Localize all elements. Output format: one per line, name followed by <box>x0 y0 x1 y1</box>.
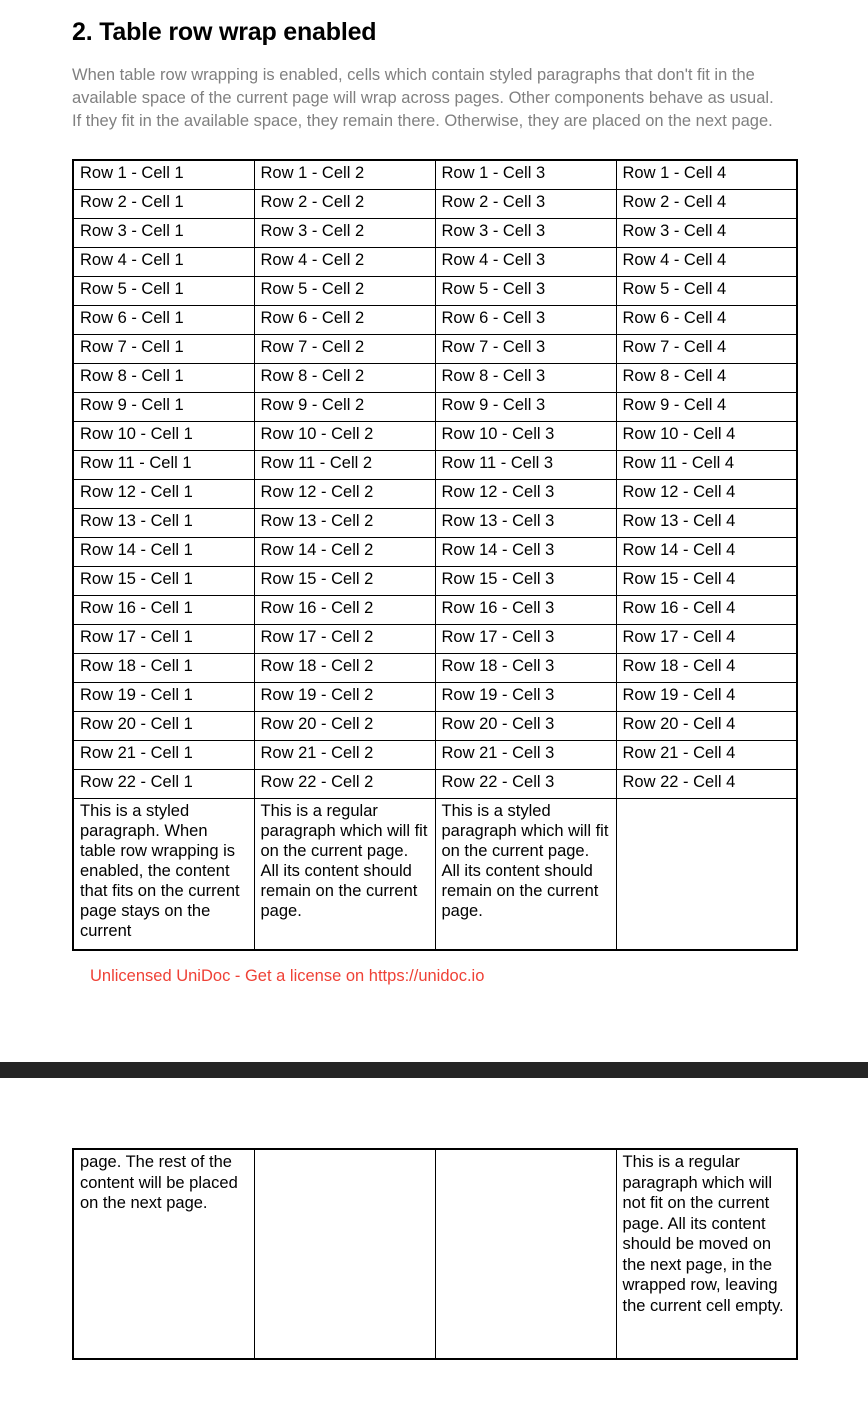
table-row <box>73 247 797 276</box>
table-cell: Row 13 - Cell 1 <box>73 508 254 537</box>
table-cell: Row 3 - Cell 4 <box>616 218 797 247</box>
styled-paragraph-cell: This is a styled paragraph which will fit on the current page. All its content should remain on the current page. <box>435 798 616 950</box>
styled-paragraph-cell-continued: page. The rest of the content will be placed on the next page. <box>73 1149 254 1359</box>
table-cell: Row 18 - Cell 3 <box>435 653 616 682</box>
regular-paragraph-cell-moved: This is a regular paragraph which will not fit on the current page. All its content should be moved on the next page, in the wrapped row, leaving the current cell empty. <box>616 1149 797 1359</box>
table-cell: Row 10 - Cell 2 <box>254 421 435 450</box>
table-cell: Row 19 - Cell 3 <box>435 682 616 711</box>
table-cell: Row 6 - Cell 4 <box>616 305 797 334</box>
table-cell: Row 12 - Cell 4 <box>616 479 797 508</box>
section-description: When table row wrapping is enabled, cells which contain styled paragraphs that don't fit in the available space of the current page will wrap across pages. Other components behave as usual. If they fit in the available space, they remain there. Otherwise, they are placed on the next page. <box>72 66 774 130</box>
table-cell: Row 13 - Cell 4 <box>616 508 797 537</box>
table-cell: Row 21 - Cell 1 <box>73 740 254 769</box>
table-row <box>73 276 797 305</box>
table-cell: Row 11 - Cell 3 <box>435 450 616 479</box>
table-body <box>73 160 797 950</box>
table-cell: Row 22 - Cell 4 <box>616 769 797 798</box>
table-row <box>73 218 797 247</box>
table-row <box>73 769 797 798</box>
table-cell: Row 19 - Cell 4 <box>616 682 797 711</box>
table-cell: Row 6 - Cell 2 <box>254 305 435 334</box>
table-row <box>73 421 797 450</box>
wrapped-paragraph-row-continued <box>73 1149 797 1359</box>
table-cell: Row 4 - Cell 4 <box>616 247 797 276</box>
table-cell: Row 14 - Cell 4 <box>616 537 797 566</box>
table-cell: Row 3 - Cell 2 <box>254 218 435 247</box>
table-cell: Row 3 - Cell 1 <box>73 218 254 247</box>
page-title: 2. Table row wrap enabled <box>72 18 377 46</box>
table-row <box>73 508 797 537</box>
table-cell: Row 13 - Cell 2 <box>254 508 435 537</box>
table-cell: Row 14 - Cell 2 <box>254 537 435 566</box>
table-cell: Row 11 - Cell 1 <box>73 450 254 479</box>
table-cell: Row 19 - Cell 2 <box>254 682 435 711</box>
table-cell: Row 22 - Cell 3 <box>435 769 616 798</box>
table-cell: Row 8 - Cell 4 <box>616 363 797 392</box>
table-cell: Row 20 - Cell 1 <box>73 711 254 740</box>
table-cell: Row 2 - Cell 1 <box>73 189 254 218</box>
table-cell: Row 18 - Cell 4 <box>616 653 797 682</box>
table-row <box>73 479 797 508</box>
table-row <box>73 740 797 769</box>
table-cell: Row 8 - Cell 2 <box>254 363 435 392</box>
table-cell: Row 2 - Cell 3 <box>435 189 616 218</box>
table-row <box>73 595 797 624</box>
table-cell: Row 5 - Cell 4 <box>616 276 797 305</box>
table-cell: Row 2 - Cell 4 <box>616 189 797 218</box>
table-cell: Row 16 - Cell 3 <box>435 595 616 624</box>
table-cell: Row 7 - Cell 4 <box>616 334 797 363</box>
table-cell: Row 8 - Cell 1 <box>73 363 254 392</box>
license-watermark: Unlicensed UniDoc - Get a license on https://unidoc.io <box>90 967 485 985</box>
table-cell: Row 6 - Cell 1 <box>73 305 254 334</box>
empty-paragraph-cell <box>254 1149 435 1359</box>
table-cell: Row 19 - Cell 1 <box>73 682 254 711</box>
table-cell: Row 12 - Cell 3 <box>435 479 616 508</box>
table-cell: Row 21 - Cell 4 <box>616 740 797 769</box>
wrap-demo-table-page-one <box>72 159 798 951</box>
table-cell: Row 9 - Cell 4 <box>616 392 797 421</box>
table-cell: Row 16 - Cell 1 <box>73 595 254 624</box>
table-row <box>73 653 797 682</box>
table-row <box>73 450 797 479</box>
table-cell: Row 17 - Cell 2 <box>254 624 435 653</box>
styled-paragraph-cell: This is a styled paragraph. When table row wrapping is enabled, the content that fits on the current page stays on the current <box>73 798 254 950</box>
table-cell: Row 9 - Cell 2 <box>254 392 435 421</box>
table-cell: Row 15 - Cell 4 <box>616 566 797 595</box>
table-cell: Row 5 - Cell 2 <box>254 276 435 305</box>
table-cell: Row 21 - Cell 2 <box>254 740 435 769</box>
table-cell: Row 16 - Cell 2 <box>254 595 435 624</box>
table-cell: Row 4 - Cell 2 <box>254 247 435 276</box>
table-cell: Row 4 - Cell 1 <box>73 247 254 276</box>
table-cell: Row 1 - Cell 1 <box>73 160 254 189</box>
table-row <box>73 682 797 711</box>
table-row <box>73 566 797 595</box>
table-cell: Row 9 - Cell 3 <box>435 392 616 421</box>
table-cell: Row 1 - Cell 4 <box>616 160 797 189</box>
table-row <box>73 711 797 740</box>
table-cell: Row 13 - Cell 3 <box>435 508 616 537</box>
table-cell: Row 8 - Cell 3 <box>435 363 616 392</box>
table-row <box>73 363 797 392</box>
document-page-two <box>0 1078 868 1416</box>
table-row <box>73 537 797 566</box>
table-cell: Row 2 - Cell 2 <box>254 189 435 218</box>
table-row <box>73 392 797 421</box>
table-cell: Row 17 - Cell 1 <box>73 624 254 653</box>
table-cell: Row 17 - Cell 4 <box>616 624 797 653</box>
table-cell: Row 11 - Cell 4 <box>616 450 797 479</box>
table-cell: Row 11 - Cell 2 <box>254 450 435 479</box>
table-cell: Row 20 - Cell 2 <box>254 711 435 740</box>
table-cell: Row 5 - Cell 3 <box>435 276 616 305</box>
table-cell: Row 9 - Cell 1 <box>73 392 254 421</box>
table-cell: Row 18 - Cell 2 <box>254 653 435 682</box>
table-cell: Row 6 - Cell 3 <box>435 305 616 334</box>
table-cell: Row 20 - Cell 3 <box>435 711 616 740</box>
table-cell: Row 15 - Cell 2 <box>254 566 435 595</box>
table-cell: Row 5 - Cell 1 <box>73 276 254 305</box>
table-cell: Row 21 - Cell 3 <box>435 740 616 769</box>
page-two-content <box>0 1078 868 1360</box>
table-body <box>73 1149 797 1359</box>
wrapped-paragraph-row <box>73 798 797 950</box>
table-row <box>73 624 797 653</box>
table-row <box>73 305 797 334</box>
table-cell: Row 17 - Cell 3 <box>435 624 616 653</box>
table-cell: Row 10 - Cell 4 <box>616 421 797 450</box>
table-row <box>73 160 797 189</box>
table-cell: Row 10 - Cell 1 <box>73 421 254 450</box>
table-cell: Row 20 - Cell 4 <box>616 711 797 740</box>
table-row <box>73 189 797 218</box>
table-cell: Row 15 - Cell 1 <box>73 566 254 595</box>
table-cell: Row 4 - Cell 3 <box>435 247 616 276</box>
table-cell: Row 7 - Cell 2 <box>254 334 435 363</box>
table-cell: Row 1 - Cell 2 <box>254 160 435 189</box>
table-cell: Row 7 - Cell 1 <box>73 334 254 363</box>
table-row <box>73 334 797 363</box>
page-separator <box>0 1062 868 1078</box>
table-cell: Row 3 - Cell 3 <box>435 218 616 247</box>
table-cell: Row 10 - Cell 3 <box>435 421 616 450</box>
table-cell: Row 12 - Cell 1 <box>73 479 254 508</box>
empty-paragraph-cell <box>616 798 797 950</box>
wrap-demo-table-page-two <box>72 1148 798 1360</box>
table-cell: Row 12 - Cell 2 <box>254 479 435 508</box>
table-cell: Row 14 - Cell 3 <box>435 537 616 566</box>
table-cell: Row 14 - Cell 1 <box>73 537 254 566</box>
table-cell: Row 7 - Cell 3 <box>435 334 616 363</box>
table-cell: Row 15 - Cell 3 <box>435 566 616 595</box>
table-cell: Row 16 - Cell 4 <box>616 595 797 624</box>
table-cell: Row 22 - Cell 1 <box>73 769 254 798</box>
table-cell: Row 22 - Cell 2 <box>254 769 435 798</box>
table-cell: Row 18 - Cell 1 <box>73 653 254 682</box>
regular-paragraph-cell: This is a regular paragraph which will fit on the current page. All its content should remain on the current page. <box>254 798 435 950</box>
table-cell: Row 1 - Cell 3 <box>435 160 616 189</box>
empty-paragraph-cell <box>435 1149 616 1359</box>
